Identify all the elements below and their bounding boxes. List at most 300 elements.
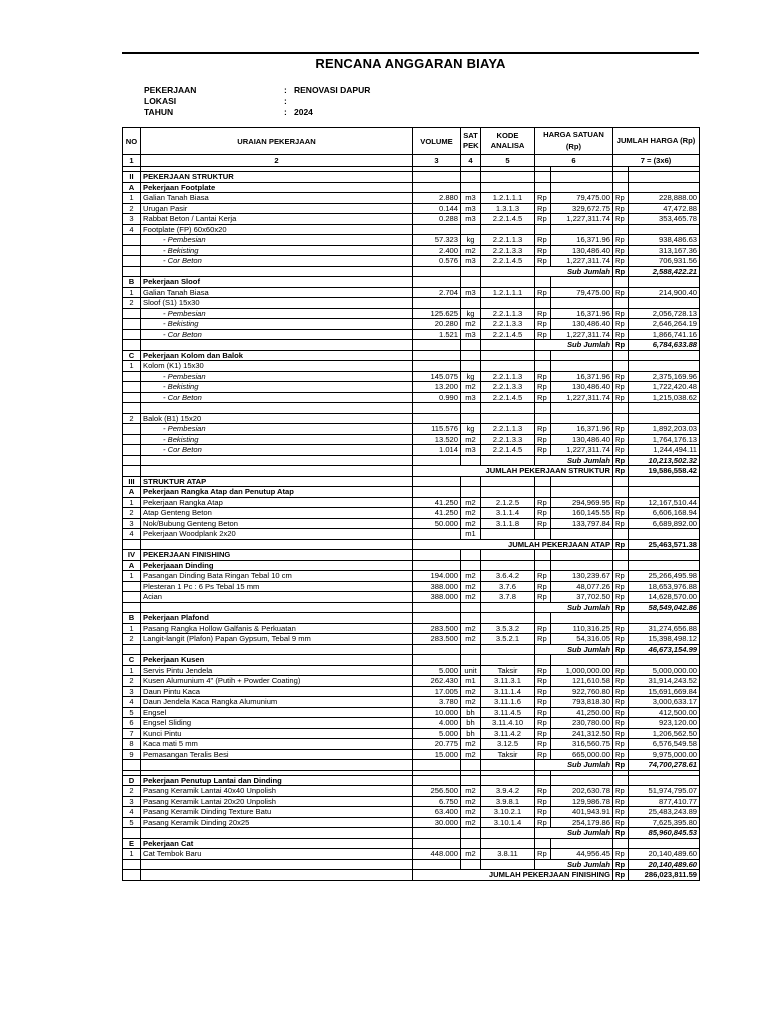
row-unit-price: 294,969.95 — [551, 497, 613, 508]
item-row — [123, 371, 700, 382]
item-row — [123, 529, 700, 540]
row-number: A — [123, 487, 141, 498]
currency-label: Rp — [613, 760, 629, 771]
empty-cell — [535, 403, 551, 414]
row-unit: m2 — [461, 796, 481, 807]
row-volume: 283.500 — [413, 623, 461, 634]
empty-cell — [535, 487, 551, 498]
row-volume: 115.576 — [413, 424, 461, 435]
empty-cell — [141, 828, 413, 839]
item-row — [123, 592, 700, 603]
currency-label: Rp — [535, 571, 551, 582]
empty-cell — [413, 266, 461, 277]
total-label: JUMLAH PEKERJAAN STRUKTUR — [413, 466, 613, 477]
empty-cell — [141, 870, 413, 881]
row-code: 2.2.1.4.5 — [481, 214, 535, 225]
row-unit-price: 130,486.40 — [551, 434, 613, 445]
currency-label: Rp — [613, 235, 629, 246]
subtotal-row — [123, 760, 700, 771]
row-description: Pasang Keramik Dinding 20x25 — [141, 817, 413, 828]
row-amount: 15,398,498.12 — [629, 634, 700, 645]
item-row — [123, 193, 700, 204]
row-unit-price — [551, 361, 613, 372]
empty-cell — [141, 266, 413, 277]
row-code: 2.2.1.4.5 — [481, 256, 535, 267]
row-unit — [461, 224, 481, 235]
empty-cell — [123, 828, 141, 839]
currency-label: Rp — [613, 807, 629, 818]
empty-cell — [629, 182, 700, 193]
item-row — [123, 256, 700, 267]
row-volume: 4.000 — [413, 718, 461, 729]
row-description: Pekerjaan Kolom dan Balok — [141, 350, 413, 361]
currency-label: Rp — [535, 623, 551, 634]
empty-cell — [461, 172, 481, 183]
item-row — [123, 214, 700, 225]
empty-cell — [413, 644, 461, 655]
row-unit-price: 922,760.80 — [551, 686, 613, 697]
empty-cell — [481, 613, 535, 624]
empty-cell — [481, 266, 535, 277]
row-description: Pasang Keramik Lantai 20x20 Unpolish — [141, 796, 413, 807]
empty-cell — [481, 340, 535, 351]
row-unit-price: 230,780.00 — [551, 718, 613, 729]
currency-label: Rp — [535, 665, 551, 676]
subtotal-label: Sub Jumlah — [535, 644, 613, 655]
empty-cell — [461, 550, 481, 561]
empty-cell — [141, 644, 413, 655]
item-row — [123, 786, 700, 797]
row-description: Langit-langit (Plafon) Papan Gypsum, Tebal 9 mm — [141, 634, 413, 645]
total-amount: 19,586,558.42 — [629, 466, 700, 477]
row-code: 2.2.1.4.5 — [481, 445, 535, 456]
row-unit-price: 1,000,000.00 — [551, 665, 613, 676]
currency-label — [535, 224, 551, 235]
row-description: Pekerjaan Sloof — [141, 277, 413, 288]
currency-label: Rp — [535, 319, 551, 330]
row-amount: 1,764,176.13 — [629, 434, 700, 445]
row-number: D — [123, 775, 141, 786]
row-unit-price: 16,371.96 — [551, 235, 613, 246]
row-unit-price: 79,475.00 — [551, 193, 613, 204]
row-unit-price: 401,943.91 — [551, 807, 613, 818]
item-row — [123, 235, 700, 246]
empty-cell — [141, 859, 413, 870]
empty-cell — [481, 644, 535, 655]
currency-label: Rp — [613, 455, 629, 466]
row-number: 8 — [123, 739, 141, 750]
empty-cell — [629, 775, 700, 786]
row-volume: 1.521 — [413, 329, 461, 340]
empty-cell — [535, 655, 551, 666]
empty-cell — [461, 266, 481, 277]
row-code: 3.11.4.2 — [481, 728, 535, 739]
subtotal-label: Sub Jumlah — [535, 266, 613, 277]
empty-cell — [141, 403, 413, 414]
empty-cell — [413, 838, 461, 849]
row-amount: 6,689,892.00 — [629, 518, 700, 529]
total-row — [123, 466, 700, 477]
header-harga: HARGA SATUAN (Rp) — [535, 128, 613, 155]
row-volume: 10.000 — [413, 707, 461, 718]
row-unit-price: 54,316.05 — [551, 634, 613, 645]
empty-cell — [413, 613, 461, 624]
row-code: 3.11.1.4 — [481, 686, 535, 697]
empty-cell — [413, 859, 461, 870]
row-description: Nok/Bubung Genteng Beton — [141, 518, 413, 529]
row-number — [123, 434, 141, 445]
row-volume: 50.000 — [413, 518, 461, 529]
empty-cell — [613, 613, 629, 624]
row-description: Pemasangan Teralis Besi — [141, 749, 413, 760]
row-unit: m3 — [461, 203, 481, 214]
currency-label — [535, 413, 551, 424]
row-amount: 1,892,203.03 — [629, 424, 700, 435]
row-amount: 31,274,656.88 — [629, 623, 700, 634]
row-description: Balok (B1) 15x20 — [141, 413, 413, 424]
row-number — [123, 329, 141, 340]
empty-cell — [461, 340, 481, 351]
currency-label — [613, 361, 629, 372]
row-description: Pasangan Dinding Bata Ringan Tebal 10 cm — [141, 571, 413, 582]
empty-cell — [461, 455, 481, 466]
section-row — [123, 550, 700, 561]
row-volume: 17.005 — [413, 686, 461, 697]
empty-cell — [123, 539, 141, 550]
row-unit: m2 — [461, 592, 481, 603]
currency-label: Rp — [613, 665, 629, 676]
currency-label: Rp — [613, 739, 629, 750]
row-volume: 2.400 — [413, 245, 461, 256]
row-description: Pekerjaan Rangka Atap — [141, 497, 413, 508]
row-code: 2.2.1.1.3 — [481, 424, 535, 435]
empty-cell — [613, 476, 629, 487]
row-number: III — [123, 476, 141, 487]
row-number: 3 — [123, 796, 141, 807]
row-number: 3 — [123, 214, 141, 225]
empty-cell — [551, 550, 613, 561]
row-description: Cat Tembok Baru — [141, 849, 413, 860]
info-colon: : — [284, 107, 287, 117]
empty-cell — [535, 613, 551, 624]
currency-label: Rp — [613, 329, 629, 340]
row-volume — [413, 224, 461, 235]
header-uraian: URAIAN PEKERJAAN — [141, 128, 413, 155]
empty-cell — [461, 350, 481, 361]
row-unit: kg — [461, 235, 481, 246]
top-rule — [122, 52, 699, 54]
currency-label: Rp — [613, 707, 629, 718]
row-amount — [629, 529, 700, 540]
row-number: 7 — [123, 728, 141, 739]
row-volume: 5.000 — [413, 728, 461, 739]
row-description: Pekerjaan Kusen — [141, 655, 413, 666]
subtotal-amount: 58,549,042.86 — [629, 602, 700, 613]
empty-cell — [141, 455, 413, 466]
empty-cell — [613, 403, 629, 414]
row-unit: bh — [461, 707, 481, 718]
empty-cell — [481, 403, 535, 414]
item-row — [123, 676, 700, 687]
empty-cell — [481, 182, 535, 193]
subsection-row — [123, 655, 700, 666]
row-code — [481, 224, 535, 235]
row-volume: 57.323 — [413, 235, 461, 246]
currency-label: Rp — [535, 434, 551, 445]
empty-cell — [461, 403, 481, 414]
row-number — [123, 581, 141, 592]
empty-cell — [551, 613, 613, 624]
empty-cell — [629, 403, 700, 414]
currency-label: Rp — [535, 849, 551, 860]
row-unit-price: 316,560.75 — [551, 739, 613, 750]
row-amount — [629, 413, 700, 424]
row-code: 3.8.11 — [481, 849, 535, 860]
item-row — [123, 413, 700, 424]
row-code: 3.10.1.4 — [481, 817, 535, 828]
currency-label: Rp — [535, 807, 551, 818]
row-unit: m3 — [461, 256, 481, 267]
row-volume — [413, 413, 461, 424]
empty-cell — [413, 775, 461, 786]
row-number: 2 — [123, 298, 141, 309]
item-row — [123, 718, 700, 729]
currency-label: Rp — [613, 849, 629, 860]
row-description: Kaca mati 5 mm — [141, 739, 413, 750]
subtotal-row — [123, 455, 700, 466]
row-number — [123, 424, 141, 435]
currency-label: Rp — [613, 340, 629, 351]
row-volume: 262.430 — [413, 676, 461, 687]
spacer-row — [123, 403, 700, 414]
row-code: 2.2.1.3.3 — [481, 382, 535, 393]
row-volume: 194.000 — [413, 571, 461, 582]
row-unit: m2 — [461, 849, 481, 860]
empty-cell — [461, 560, 481, 571]
currency-label: Rp — [535, 796, 551, 807]
colnum: 7 = (3x6) — [613, 155, 700, 167]
row-amount: 2,056,728.13 — [629, 308, 700, 319]
item-row — [123, 665, 700, 676]
row-unit: m2 — [461, 739, 481, 750]
empty-cell — [461, 277, 481, 288]
row-code: 1.3.1.3 — [481, 203, 535, 214]
row-unit-price — [551, 413, 613, 424]
row-volume: 448.000 — [413, 849, 461, 860]
row-unit-price: 48,077.26 — [551, 581, 613, 592]
empty-cell — [481, 172, 535, 183]
row-volume: 20.280 — [413, 319, 461, 330]
item-row — [123, 361, 700, 372]
row-number: 1 — [123, 623, 141, 634]
row-number: B — [123, 277, 141, 288]
row-unit: m2 — [461, 497, 481, 508]
row-number: 6 — [123, 718, 141, 729]
item-row — [123, 807, 700, 818]
row-code: 2.2.1.1.3 — [481, 308, 535, 319]
currency-label: Rp — [613, 424, 629, 435]
currency-label: Rp — [613, 245, 629, 256]
row-amount: 2,375,169.96 — [629, 371, 700, 382]
row-volume: 41.250 — [413, 497, 461, 508]
row-number: 4 — [123, 529, 141, 540]
info-value-tahun: 2024 — [294, 107, 313, 117]
item-row — [123, 392, 700, 403]
empty-cell — [481, 455, 535, 466]
row-unit: m2 — [461, 686, 481, 697]
currency-label: Rp — [535, 817, 551, 828]
empty-cell — [413, 560, 461, 571]
row-number — [123, 382, 141, 393]
row-volume: 0.990 — [413, 392, 461, 403]
row-volume: 125.625 — [413, 308, 461, 319]
empty-cell — [413, 550, 461, 561]
item-row — [123, 298, 700, 309]
total-amount: 25,463,571.38 — [629, 539, 700, 550]
currency-label: Rp — [613, 193, 629, 204]
row-volume: 30.000 — [413, 817, 461, 828]
row-unit: kg — [461, 308, 481, 319]
row-volume — [413, 298, 461, 309]
row-unit-price: 130,486.40 — [551, 319, 613, 330]
empty-cell — [535, 350, 551, 361]
row-unit-price: 16,371.96 — [551, 308, 613, 319]
empty-cell — [413, 828, 461, 839]
currency-label: Rp — [613, 859, 629, 870]
table-header — [123, 128, 700, 167]
item-row — [123, 245, 700, 256]
row-number: 2 — [123, 508, 141, 519]
empty-cell — [613, 655, 629, 666]
row-code: 3.12.5 — [481, 739, 535, 750]
subtotal-label: Sub Jumlah — [535, 455, 613, 466]
currency-label: Rp — [613, 581, 629, 592]
item-row — [123, 308, 700, 319]
empty-cell — [481, 602, 535, 613]
empty-cell — [551, 403, 613, 414]
row-number: IV — [123, 550, 141, 561]
subtotal-amount: 10,213,502.32 — [629, 455, 700, 466]
row-code: 3.11.4.10 — [481, 718, 535, 729]
row-unit: m2 — [461, 749, 481, 760]
row-amount: 1,215,038.62 — [629, 392, 700, 403]
row-number: A — [123, 182, 141, 193]
empty-cell — [629, 487, 700, 498]
empty-cell — [461, 828, 481, 839]
subsection-row — [123, 775, 700, 786]
row-number — [123, 371, 141, 382]
currency-label: Rp — [613, 634, 629, 645]
row-description: Daun Jendela Kaca Rangka Alumunium — [141, 697, 413, 708]
row-unit-price: 793,818.30 — [551, 697, 613, 708]
table-body — [123, 167, 700, 881]
row-volume: 283.500 — [413, 634, 461, 645]
empty-cell — [535, 476, 551, 487]
row-description: Sloof (S1) 15x30 — [141, 298, 413, 309]
currency-label: Rp — [613, 786, 629, 797]
row-unit-price: 1,227,311.74 — [551, 329, 613, 340]
empty-cell — [461, 775, 481, 786]
empty-cell — [413, 182, 461, 193]
row-description: Pasang Keramik Dinding Texture Batu — [141, 807, 413, 818]
currency-label: Rp — [613, 371, 629, 382]
currency-label: Rp — [613, 466, 629, 477]
empty-cell — [535, 838, 551, 849]
row-number — [123, 319, 141, 330]
currency-label: Rp — [613, 256, 629, 267]
currency-label: Rp — [535, 786, 551, 797]
row-volume: 0.576 — [413, 256, 461, 267]
row-code: 3.5.2.1 — [481, 634, 535, 645]
section-row — [123, 476, 700, 487]
row-number: 5 — [123, 707, 141, 718]
row-number: E — [123, 838, 141, 849]
currency-label: Rp — [535, 508, 551, 519]
empty-cell — [141, 466, 413, 477]
item-row — [123, 728, 700, 739]
empty-cell — [613, 277, 629, 288]
currency-label: Rp — [535, 214, 551, 225]
currency-label: Rp — [613, 518, 629, 529]
row-number: 1 — [123, 849, 141, 860]
currency-label: Rp — [613, 445, 629, 456]
row-amount: 1,866,741.16 — [629, 329, 700, 340]
subtotal-row — [123, 828, 700, 839]
row-unit: kg — [461, 424, 481, 435]
row-number — [123, 592, 141, 603]
empty-cell — [551, 476, 613, 487]
row-number — [123, 392, 141, 403]
currency-label: Rp — [613, 539, 629, 550]
row-code: 3.7.8 — [481, 592, 535, 603]
item-row — [123, 518, 700, 529]
row-unit-price: 1,227,311.74 — [551, 445, 613, 456]
row-amount: 25,483,243.89 — [629, 807, 700, 818]
row-amount: 12,167,510.44 — [629, 497, 700, 508]
currency-label: Rp — [613, 319, 629, 330]
currency-label: Rp — [613, 571, 629, 582]
currency-label: Rp — [535, 728, 551, 739]
empty-cell — [481, 550, 535, 561]
item-row — [123, 319, 700, 330]
total-amount: 286,023,811.59 — [629, 870, 700, 881]
row-unit: m3 — [461, 214, 481, 225]
empty-cell — [123, 466, 141, 477]
row-description: Pekerjaan Rangka Atap dan Penutup Atap — [141, 487, 413, 498]
total-label: JUMLAH PEKERJAAN FINISHING — [413, 870, 613, 881]
item-row — [123, 686, 700, 697]
row-amount: 938,486.63 — [629, 235, 700, 246]
subsection-row — [123, 487, 700, 498]
row-code: 2.2.1.1.3 — [481, 235, 535, 246]
subtotal-row — [123, 602, 700, 613]
empty-cell — [413, 350, 461, 361]
empty-cell — [141, 340, 413, 351]
currency-label: Rp — [535, 203, 551, 214]
currency-label: Rp — [613, 828, 629, 839]
currency-label — [613, 224, 629, 235]
currency-label — [535, 361, 551, 372]
currency-label: Rp — [535, 686, 551, 697]
row-number: 2 — [123, 786, 141, 797]
row-description: - Pembesian — [141, 424, 413, 435]
empty-cell — [535, 775, 551, 786]
colnum: 4 — [461, 155, 481, 167]
item-row — [123, 749, 700, 760]
empty-cell — [613, 775, 629, 786]
item-row — [123, 445, 700, 456]
row-unit-price: 41,250.00 — [551, 707, 613, 718]
